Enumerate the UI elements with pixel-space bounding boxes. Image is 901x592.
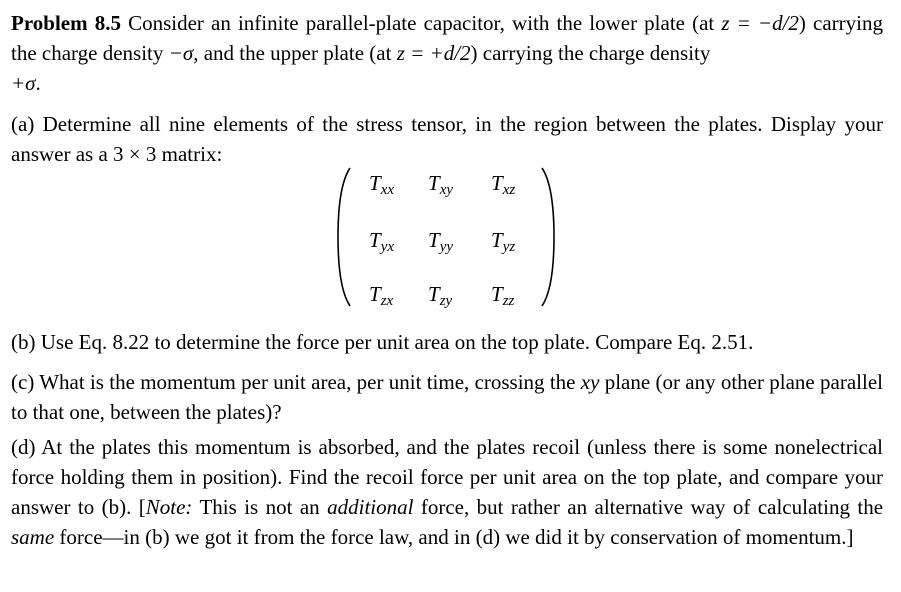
matrix-cell xyxy=(428,228,454,255)
problem-intro-3: , and the upper plate (at xyxy=(193,41,392,65)
matrix-cell xyxy=(369,228,395,255)
part-d-text-3: force, but rather an alternative way of calculating the xyxy=(420,495,884,519)
part-a-text: (a) Determine all nine elements of the stress tensor, in the region between the plates. Display your answer as a 3 × 3 matrix: xyxy=(11,112,883,166)
matrix-cell xyxy=(491,228,516,255)
tensor-symbol: T xyxy=(428,171,440,195)
matrix-cell xyxy=(491,282,515,309)
emphasis-additional: additional xyxy=(327,495,414,519)
part-d-text-1: (d) At the plates this momentum is absorbed, and the plates recoil (unless there is some nonelectrical force holding them in position). Find the recoil force per unit area on the top plate, and compare your answer to (b). [ xyxy=(11,435,883,519)
problem-label: Problem 8.5 xyxy=(11,11,121,35)
problem-intro-1: Consider an infinite parallel-plate capacitor, with the lower plate (at xyxy=(128,11,715,35)
part-d-text-4: force—in (b) we got it from the force law, and in (d) we did it by conservation of momentum.] xyxy=(59,525,854,549)
upper-plate-position: z = +d/2 xyxy=(396,41,471,65)
tensor-symbol: T xyxy=(369,171,381,195)
tensor-symbol: T xyxy=(491,228,503,252)
matrix-cell xyxy=(491,171,516,198)
tensor-index: yy xyxy=(439,239,454,255)
tensor-index: xy xyxy=(439,182,454,198)
part-c xyxy=(11,367,883,427)
tensor-index: zz xyxy=(502,293,515,309)
part-b-text: (b) Use Eq. 8.22 to determine the force per unit area on the top plate. Compare Eq. 2.51. xyxy=(11,330,754,354)
part-c-text-2: plane (or any other plane parallel to that one, between the plates)? xyxy=(11,370,883,424)
tensor-index: xz xyxy=(502,182,516,198)
tensor-index: xx xyxy=(380,182,395,198)
note-label: Note: xyxy=(145,495,193,519)
part-d xyxy=(11,432,883,552)
part-a xyxy=(11,109,883,169)
problem-statement: Problem 8.5 Consider an infinite parallel-plate capacitor, with the lower plate (at z = −d/2) carrying the charge density −σ, and the upper plate (at z = +d/2) carrying the charge density +σ. xyxy=(11,11,883,95)
tensor-index: yz xyxy=(502,239,516,255)
tensor-symbol: T xyxy=(428,228,440,252)
tensor-index: yx xyxy=(380,239,395,255)
stress-tensor-matrix xyxy=(336,166,556,308)
right-parenthesis xyxy=(540,166,556,308)
tensor-symbol: T xyxy=(369,282,381,306)
part-b xyxy=(11,327,883,357)
matrix-cell xyxy=(369,171,395,198)
left-parenthesis xyxy=(336,166,352,308)
matrix-cell xyxy=(369,282,394,309)
matrix-cell xyxy=(428,282,453,309)
tensor-symbol: T xyxy=(491,282,503,306)
tensor-symbol: T xyxy=(369,228,381,252)
part-c-text-1: (c) What is the momentum per unit area, per unit time, crossing the xyxy=(11,370,576,394)
tensor-index: zx xyxy=(380,293,394,309)
plane-name: xy xyxy=(580,370,600,394)
problem-intro-2: carrying the charge density xyxy=(11,11,883,65)
tensor-index: zy xyxy=(439,293,453,309)
tensor-symbol: T xyxy=(428,282,440,306)
lower-plate-charge: −σ xyxy=(168,41,194,65)
matrix-cell xyxy=(428,171,454,198)
tensor-symbol: T xyxy=(491,171,503,195)
upper-plate-charge: +σ xyxy=(11,71,36,95)
problem-intro-4: ) carrying the charge density xyxy=(470,41,711,65)
lower-plate-position: z = −d/2 xyxy=(721,11,799,35)
part-d-text-2: This is not an xyxy=(199,495,320,519)
problem-intro-end: . xyxy=(35,71,41,95)
emphasis-same: same xyxy=(11,525,55,549)
